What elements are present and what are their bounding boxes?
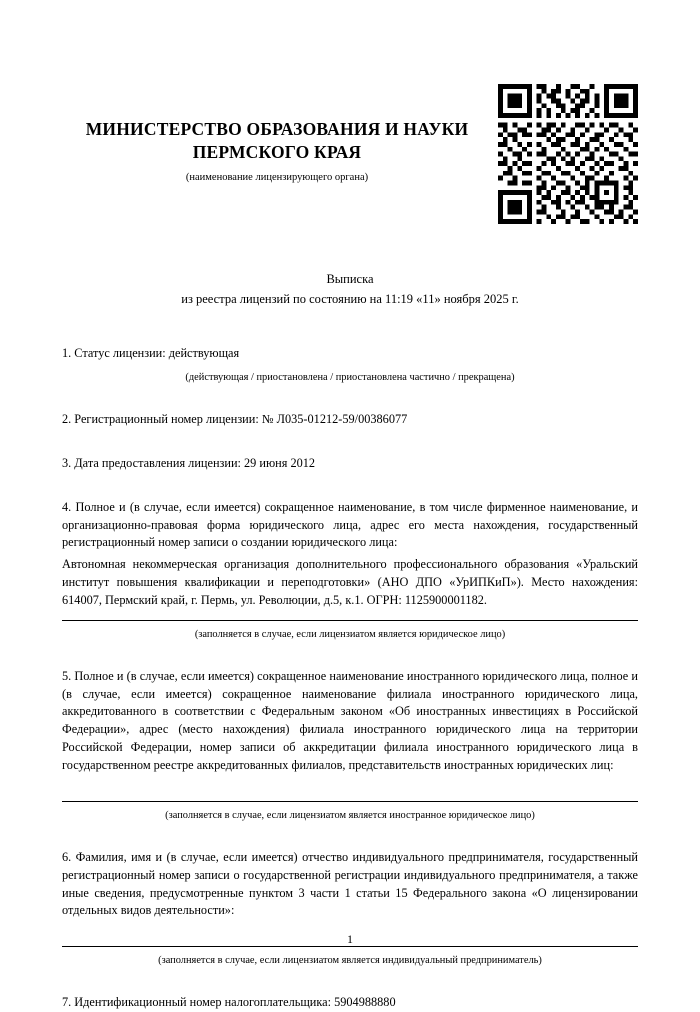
- item-2-registration-number: [62, 411, 638, 429]
- item-4-note: (заполняется в случае, если лицензиатом является юридическое лицо): [194, 628, 506, 640]
- document-title-line2: из реестра лицензий по состоянию на 11:19 «11» ноября 2025 г.: [181, 292, 519, 307]
- item-4-divider: [62, 620, 638, 621]
- item-1-note: (действующая / приостановлена / приостановлена частично / прекращена): [185, 372, 515, 384]
- item-4-legal-entity: [62, 499, 638, 642]
- item-1-status: [62, 345, 638, 385]
- item-5-blank-space: [62, 775, 638, 791]
- item-5-note: (заполняется в случае, если лицензиатом является иностранное юридическое лицо): [165, 809, 535, 821]
- item-4-label: 4. Полное и (в случае, если имеется) сокращенное наименование, в том числе фирменное наименование, и организационно-правовая форма юридического лица, адрес его места нахождения, государственный регистрационный номер записи о создании юридического лица:: [62, 499, 638, 550]
- page-number: 1: [347, 932, 353, 946]
- item-5-foreign-entity: [62, 668, 638, 823]
- item-6-individual-entrepreneur: [62, 849, 638, 968]
- item-6-label: 6. Фамилия, имя и (в случае, если имеется) отчество индивидуального предпринимателя, государственный регистрационный номер записи о государственной регистрации индивидуального предпринимателя, а также иные сведения, предусмотренные пунктом 3 части 1 статьи 15 Федерального закона «О лицензировании отдельных видов деятельности»:: [62, 849, 638, 918]
- qr-code-icon: [498, 84, 638, 224]
- item-6-note: (заполняется в случае, если лицензиатом является индивидуальный предприниматель): [158, 955, 542, 967]
- item-3-label: 3. Дата предоставления лицензии: 29 июня 2012: [62, 455, 316, 470]
- document-title-block: [62, 269, 638, 309]
- item-7-label: 7. Идентификационный номер налогоплательщика: 5904988880: [62, 995, 396, 1010]
- item-7-taxpayer-number: [62, 994, 638, 1012]
- item-3-issue-date: [62, 455, 638, 473]
- item-4-value: Автономная некоммерческая организация дополнительного профессионального образования «Уральский институт повышения квалификации и переподготовки» (АНО ДПО «УрИПКиП»). Место нахождения: 614007, Пермский край, г. Пермь, ул. Революции, д.5, к.1. ОГРН: 1125900001182.: [62, 557, 638, 607]
- item-5-label: 5. Полное и (в случае, если имеется) сокращенное наименование иностранного юридического лица, полное и (в случае, если имеется) сокращенное наименование филиала иностранного юридического лица, аккредитованного в соответствии с Федеральным законом «Об иностранных инвестициях в Российской Федерации», адрес (место нахождения) филиала иностранного юридического лица на территории Российской Федерации, номер записи об аккредитации филиала иностранного юридического лица в государственном реестре аккредитованных филиалов, представительств иностранных юридических лиц:: [62, 668, 638, 772]
- item-2-label: 2. Регистрационный номер лицензии: № Л035-01212-59/00386077: [62, 412, 408, 427]
- document-header: [62, 0, 492, 183]
- issuing-authority-title: МИНИСТЕРСТВО ОБРАЗОВАНИЯ И НАУКИ ПЕРМСКОГО КРАЯ: [85, 119, 469, 163]
- document-title-line1: Выписка: [326, 272, 374, 287]
- issuing-authority-caption: (наименование лицензирующего органа): [185, 172, 369, 184]
- item-5-divider: [62, 801, 638, 802]
- item-1-label: 1. Статус лицензии: действующая: [62, 346, 240, 361]
